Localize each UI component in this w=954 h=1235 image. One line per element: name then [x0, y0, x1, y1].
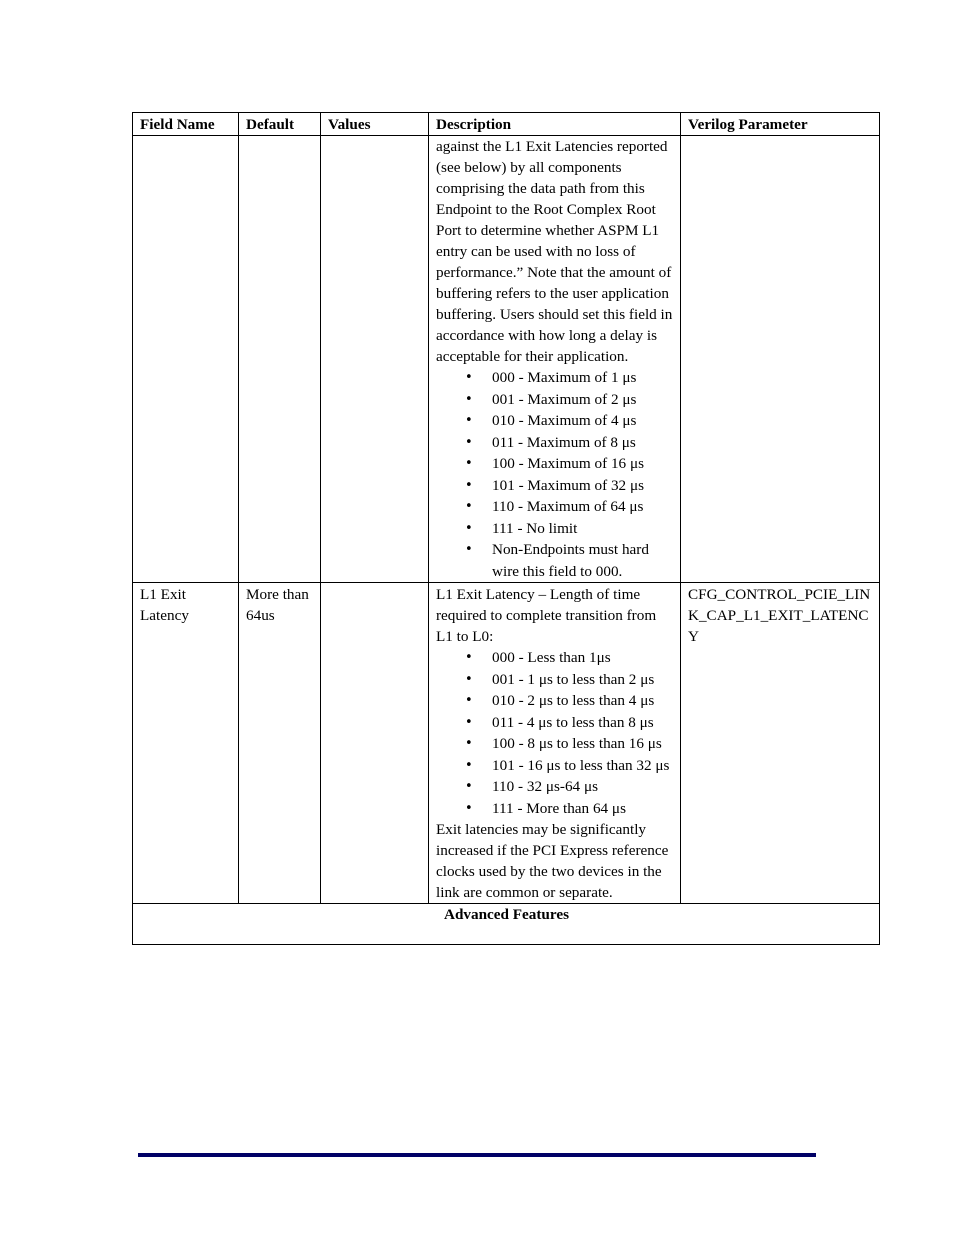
cell-default: More than 64us	[239, 583, 321, 904]
list-item: • 111 - More than 64 μs	[492, 798, 674, 820]
parameter-table	[132, 112, 880, 945]
footer-rule	[138, 1153, 816, 1157]
cell-verilog-parameter: CFG_CONTROL_PCIE_LINK_CAP_L1_EXIT_LATENCY	[681, 583, 880, 904]
bullet-list	[436, 367, 674, 582]
list-item: • 010 - Maximum of 4 μs	[492, 410, 674, 432]
description-outro: Exit latencies may be significantly increased if the PCI Express reference clocks used by the two devices in the link are common or separate.	[436, 821, 669, 901]
list-item: • 001 - 1 μs to less than 2 μs	[492, 669, 674, 691]
cell-values	[321, 583, 429, 904]
cell-default	[239, 136, 321, 583]
list-item: • 110 - 32 μs-64 μs	[492, 776, 674, 798]
description-intro: L1 Exit Latency – Length of time required to complete transition from L1 to L0:	[436, 586, 657, 645]
cell-field-name: L1 Exit Latency	[133, 583, 239, 904]
header-field-name: Field Name	[133, 113, 239, 136]
header-default: Default	[239, 113, 321, 136]
list-item: • 010 - 2 μs to less than 4 μs	[492, 690, 674, 712]
list-item: • 101 - 16 μs to less than 32 μs	[492, 755, 674, 777]
table-row	[133, 136, 880, 583]
table-header	[133, 113, 880, 136]
header-verilog-parameter: Verilog Parameter	[681, 113, 880, 136]
section-header-advanced-features: Advanced Features	[133, 904, 880, 945]
list-item: • 000 - Less than 1μs	[492, 647, 674, 669]
list-item: • 011 - Maximum of 8 μs	[492, 432, 674, 454]
list-item: • 111 - No limit	[492, 518, 674, 540]
cell-verilog-parameter	[681, 136, 880, 583]
header-values: Values	[321, 113, 429, 136]
list-item: • 100 - Maximum of 16 μs	[492, 453, 674, 475]
section-row	[133, 904, 880, 945]
list-item: • 001 - Maximum of 2 μs	[492, 389, 674, 411]
cell-values	[321, 136, 429, 583]
description-text: against the L1 Exit Latencies reported (see below) by all components comprising the data path from this Endpoint to the Root Complex Root Port to determine whether ASPM L1 entry can be used with no loss of performance.” Note that the amount of buffering refers to the user application buffering. Users should set this field in accordance with how long a delay is acceptable for their application.	[436, 138, 673, 365]
list-item: • 101 - Maximum of 32 μs	[492, 475, 674, 497]
bullet-list	[436, 647, 674, 819]
cell-description	[429, 136, 681, 583]
list-item: • Non-Endpoints must hard wire this field to 000.	[492, 539, 674, 582]
header-description: Description	[429, 113, 681, 136]
table-row	[133, 583, 880, 904]
cell-field-name	[133, 136, 239, 583]
list-item: • 011 - 4 μs to less than 8 μs	[492, 712, 674, 734]
cell-description	[429, 583, 681, 904]
list-item: • 110 - Maximum of 64 μs	[492, 496, 674, 518]
list-item: • 000 - Maximum of 1 μs	[492, 367, 674, 389]
list-item: • 100 - 8 μs to less than 16 μs	[492, 733, 674, 755]
